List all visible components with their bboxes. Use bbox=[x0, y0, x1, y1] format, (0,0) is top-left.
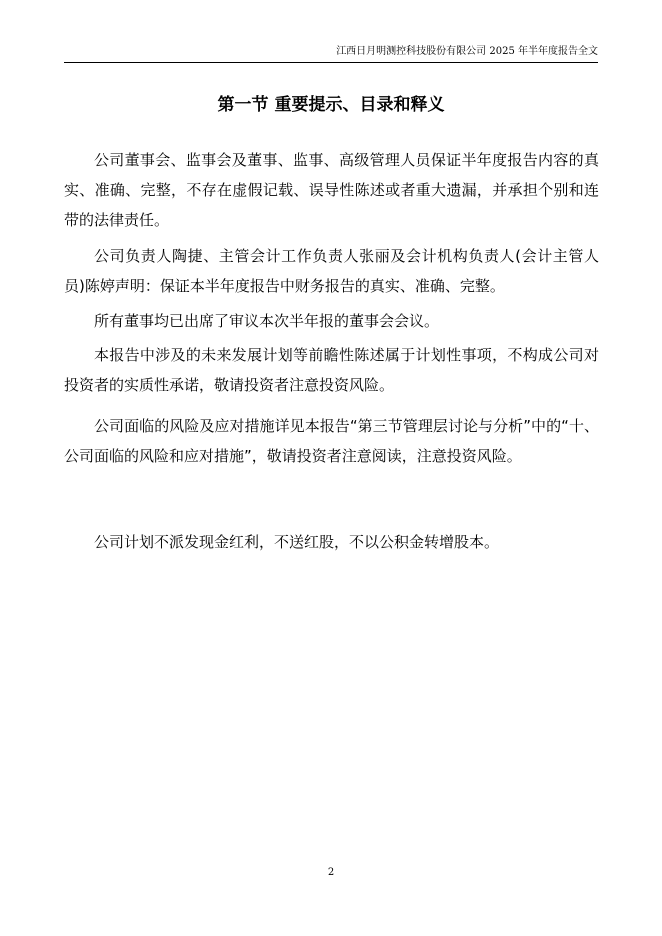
page-header bbox=[64, 46, 598, 63]
paragraph-forward-looking-statement: 本报告中涉及的未来发展计划等前瞻性陈述属于计划性事项，不构成公司对投资者的实质性承诺，敬请投资者注意投资风险。 bbox=[64, 346, 599, 394]
page-number: 2 bbox=[327, 867, 335, 878]
paragraph-board-guarantee: 公司董事会、监事会及董事、监事、高级管理人员保证半年度报告内容的真实、准确、完整，不存在虚假记载、误导性陈述或者重大遗漏，并承担个别和连带的法律责任。 bbox=[64, 151, 599, 229]
header-text: 江西日月明测控科技股份有限公司 2025 年半年度报告全文 bbox=[336, 46, 598, 57]
paragraph-risk-notice: 公司面临的风险及应对措施详见本报告“第三节管理层讨论与分析”中的“十、公司面临的风险和应对措施”，敬请投资者注意阅读，注意投资风险。 bbox=[64, 417, 599, 465]
section-title: 第一节 重要提示、目录和释义 bbox=[217, 95, 445, 115]
paragraph-dividend-plan: 公司计划不派发现金红利，不送红股，不以公积金转增股本。 bbox=[94, 533, 500, 551]
paragraph-board-attendance: 所有董事均已出席了审议本次半年报的董事会会议。 bbox=[94, 312, 440, 330]
paragraph-responsible-persons-statement: 公司负责人陶捷、主管会计工作负责人张丽及会计机构负责人(会计主管人员)陈婷声明：保证本半年度报告中财务报告的真实、准确、完整。 bbox=[64, 247, 599, 295]
